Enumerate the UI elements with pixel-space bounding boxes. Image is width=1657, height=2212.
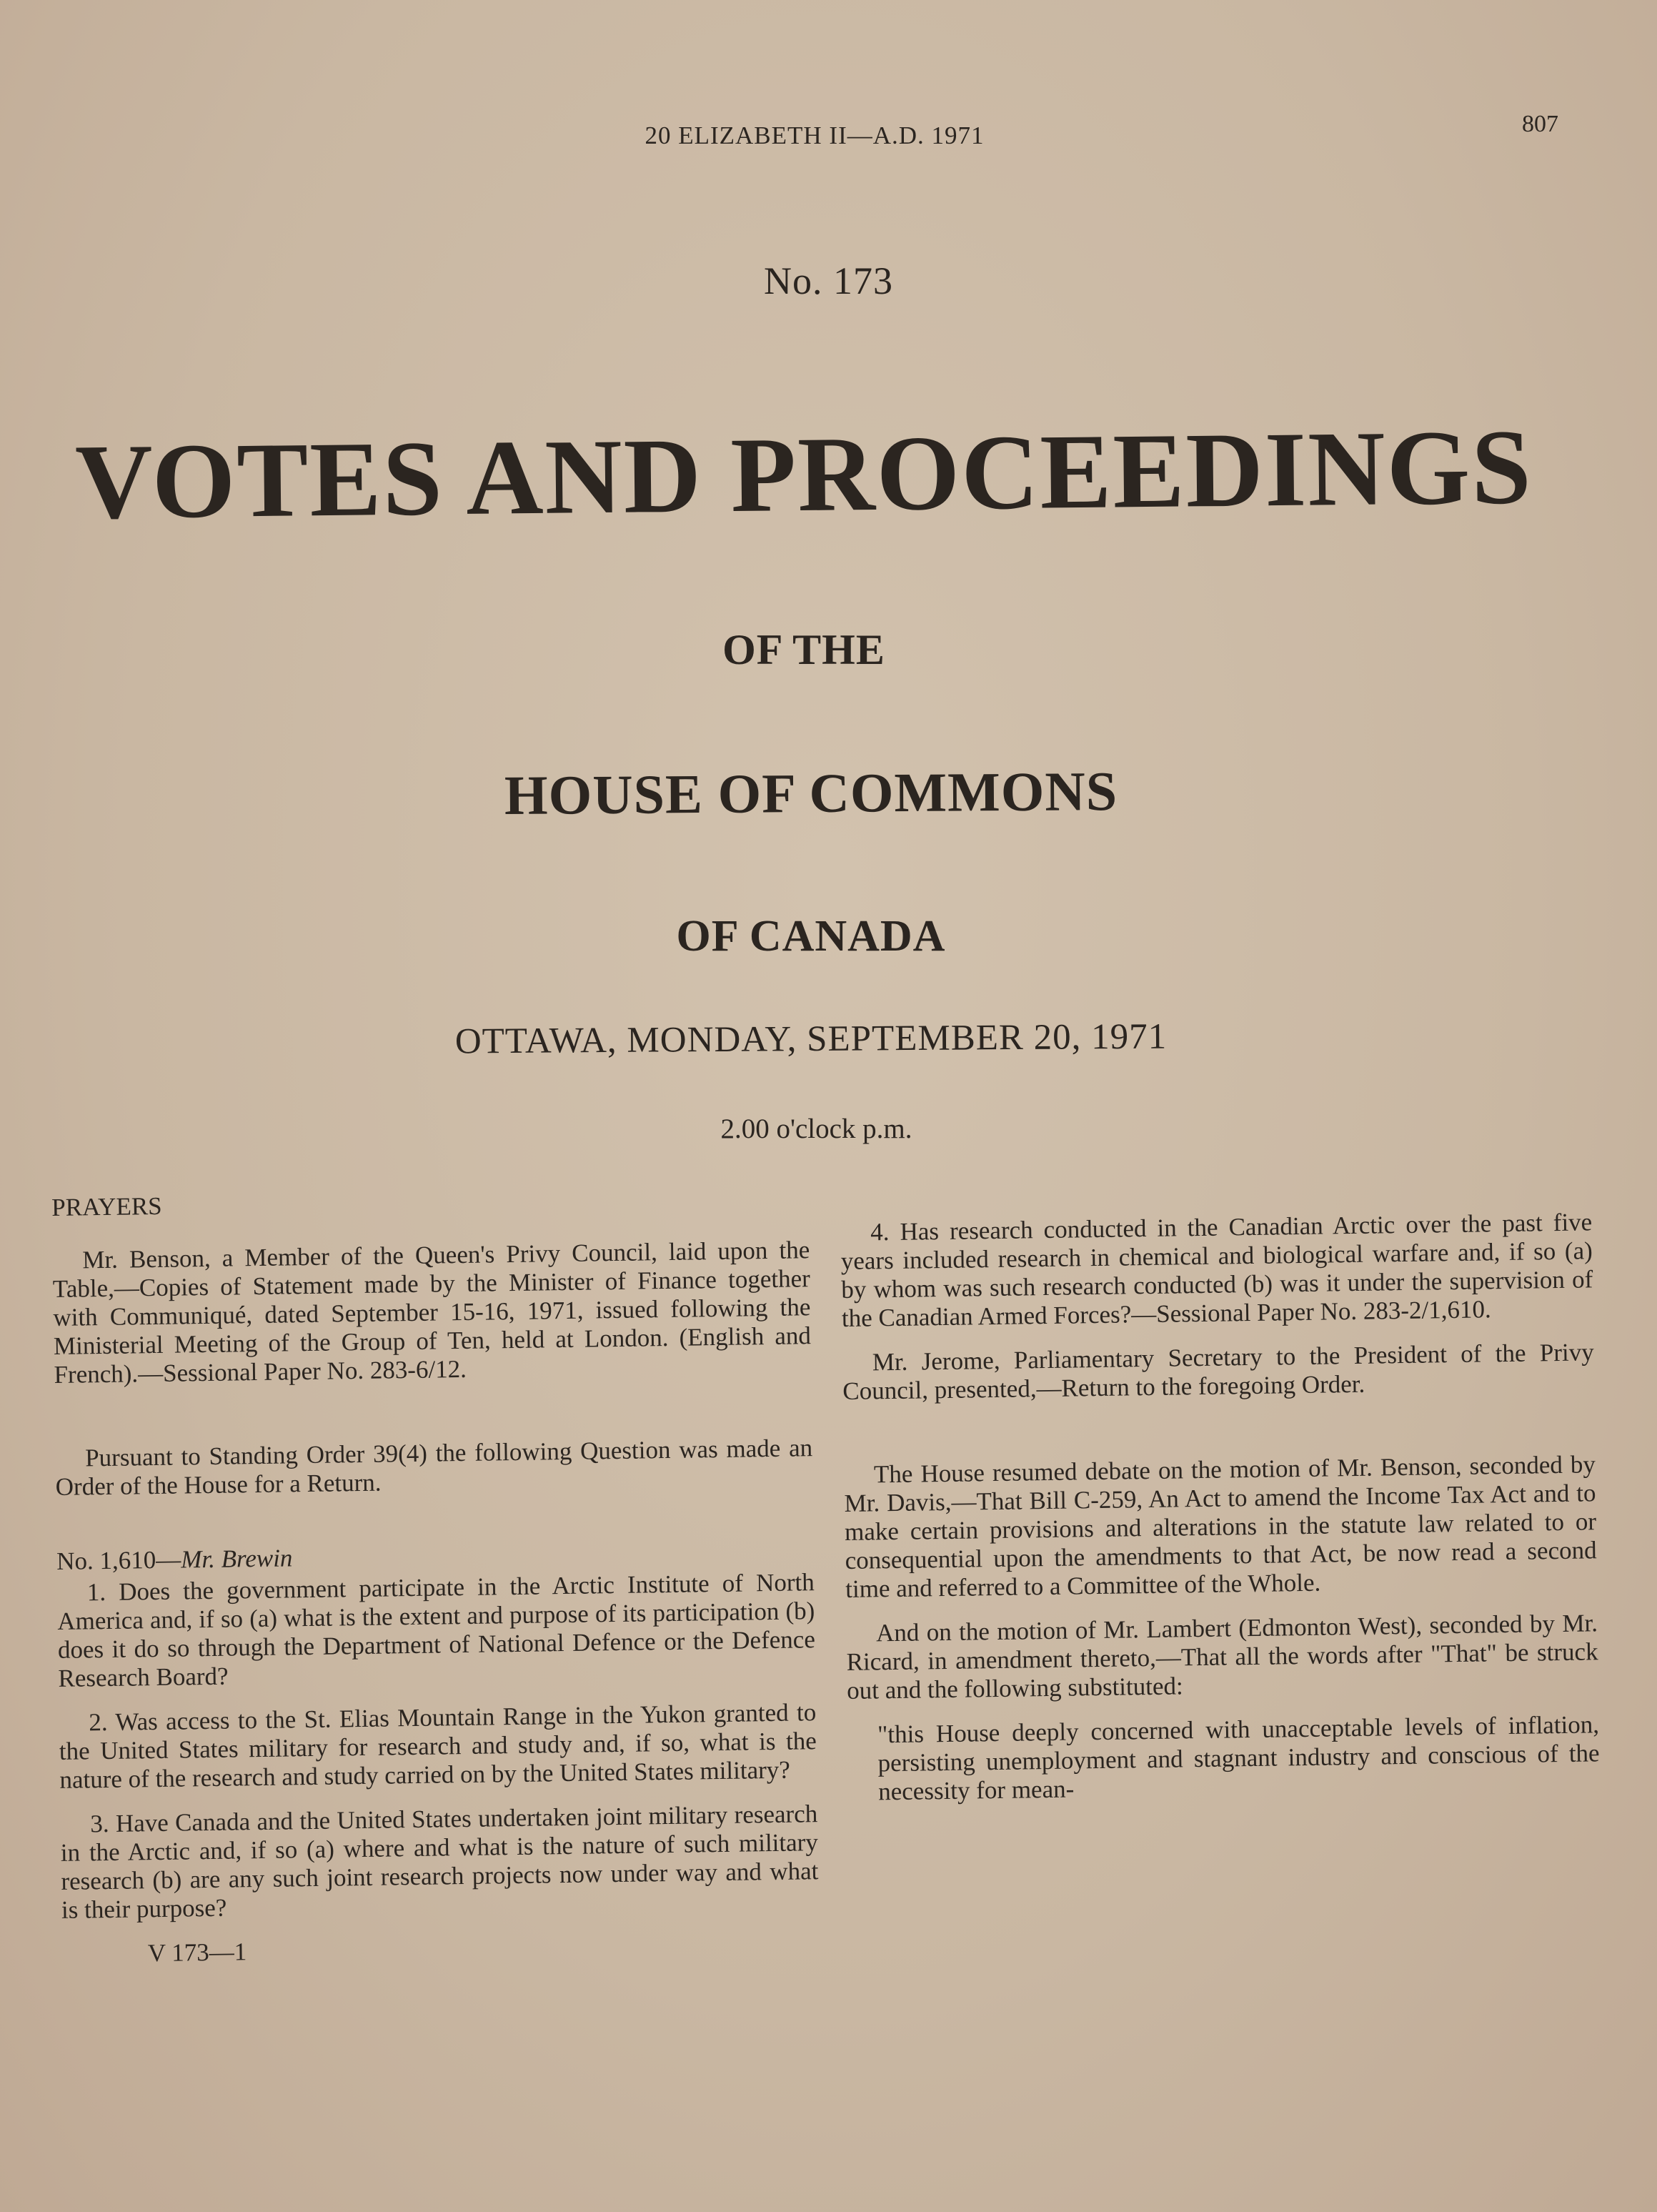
dateline: OTTAWA, MONDAY, SEPTEMBER 20, 1971 bbox=[454, 1016, 1168, 1062]
question-1: 1. Does the government participate in the Arctic Institute of North America and, if so (a) what is the extent and purpose of its participation (b) does it do so through the Department of National Defence or the Defence Research Board? bbox=[57, 1568, 816, 1692]
question-4: 4. Has research conducted in the Canadian Arctic over the past five years included research in chemical and biological warfare and, if so (a) by whom was such research conducted (b) was it under the supervision of the Canadian Armed Forces?—Sessional Paper No. 283-2/1,610. bbox=[840, 1208, 1593, 1332]
title-of-canada: OF CANADA bbox=[676, 912, 946, 961]
sitting-time: 2.00 o'clock p.m. bbox=[720, 1114, 912, 1144]
paragraph-pursuant: Pursuant to Standing Order 39(4) the following Question was made an Order of the House for a Return. bbox=[55, 1434, 813, 1501]
issue-number: No. 173 bbox=[764, 259, 893, 302]
title-votes-and-proceedings: VOTES AND PROCEEDINGS bbox=[74, 407, 1533, 542]
question-2: 2. Was access to the St. Elias Mountain Range in the Yukon granted to the United States military for research and study and, if so, what is the nature of the research and study carried on by the United States military? bbox=[59, 1698, 817, 1794]
question-3: 3. Have Canada and the United States undertaken joint military research in the Arctic and, if so (a) where and what is the nature of such military research (b) are any such joint research projects now under way and what is their purpose? bbox=[60, 1800, 819, 1924]
title-of-the: OF THE bbox=[722, 626, 885, 673]
left-column bbox=[51, 1183, 820, 1969]
paragraph-debate: The House resumed debate on the motion of Mr. Benson, seconded by Mr. Davis,—That Bill C-259, An Act to amend the Income Tax Act and to make certain provisions and alterations in the statute law related to or consequential upon the amendments to that Act, be now read a second time and referred to a Committee of the Whole. bbox=[844, 1450, 1597, 1603]
amendment-quote: "this House deeply concerned with unacceptable levels of inflation, persisting unemployment and stagnant industry and conscious of the necessity for mean- bbox=[877, 1710, 1600, 1806]
paragraph-jerome: Mr. Jerome, Parliamentary Secretary to the President of the Privy Council, presented,—Return to the foregoing Order. bbox=[842, 1338, 1594, 1405]
question-member: Mr. Brewin bbox=[180, 1544, 293, 1574]
right-column bbox=[840, 1208, 1601, 1822]
paragraph-benson: Mr. Benson, a Member of the Queen's Privy Council, laid upon the Table,—Copies of Statement made by the Minister of Finance together with Communiqué, dated September 15-16, 1971, issued following the Ministerial Meeting of the Group of Ten, held at London. (English and French).—Sessional Paper No. 283-6/12. bbox=[52, 1236, 812, 1389]
paragraph-lambert: And on the motion of Mr. Lambert (Edmonton West), seconded by Mr. Ricard, in amendment thereto,—That all the words after "That" be struck out and the following substituted: bbox=[846, 1609, 1598, 1705]
title-house-of-commons: HOUSE OF COMMONS bbox=[504, 760, 1118, 826]
running-head: 20 ELIZABETH II—A.D. 1971 bbox=[645, 121, 985, 149]
page-number: 807 bbox=[1522, 111, 1558, 137]
question-number: No. 1,610— bbox=[56, 1545, 181, 1575]
prayers-heading: PRAYERS bbox=[51, 1191, 162, 1221]
signature-code: V 173—1 bbox=[147, 1938, 247, 1968]
